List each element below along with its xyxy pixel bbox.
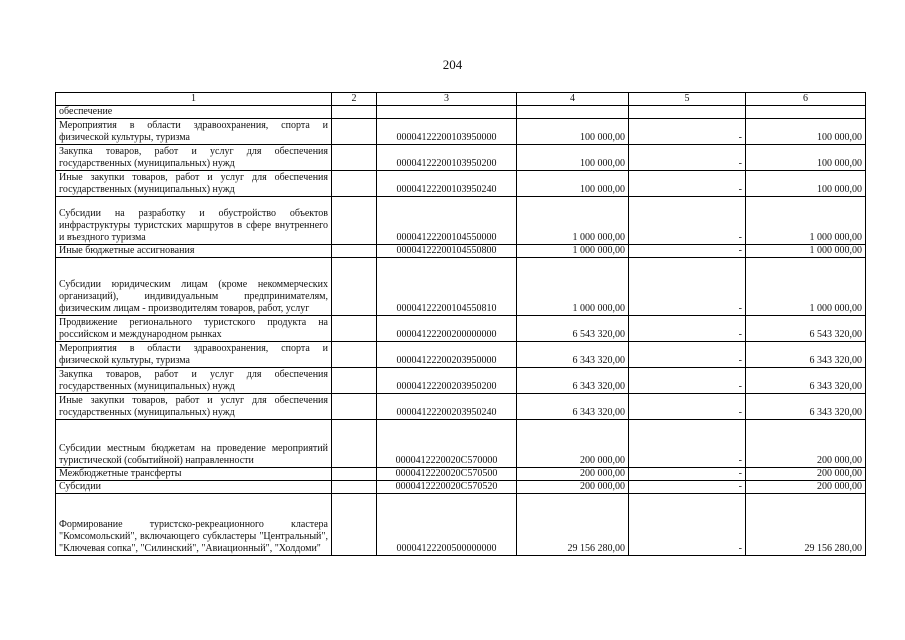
row-name-cell: Закупка товаров, работ и услуг для обеспечения государственных (муниципальных) нужд [56,368,332,394]
row-code-cell: 00004122200104550000 [377,197,517,245]
row-code-cell: 00004122200104550800 [377,245,517,258]
row-total-cell: 200 000,00 [746,420,866,468]
row-col5-cell: - [629,481,746,494]
table-row [56,119,866,145]
row-amount-cell: 6 343 320,00 [517,368,629,394]
row-name-cell: Закупка товаров, работ и услуг для обеспечения государственных (муниципальных) нужд [56,145,332,171]
row-col2-cell [332,481,377,494]
row-amount-cell: 6 543 320,00 [517,316,629,342]
row-total-cell: 1 000 000,00 [746,197,866,245]
row-name-cell: Субсидии на разработку и обустройство объектов инфраструктуры туристских маршрутов в сфере внутреннего и въездного туризма [56,197,332,245]
row-col2-cell [332,258,377,316]
row-col2-cell [332,197,377,245]
row-total-cell: 6 343 320,00 [746,342,866,368]
row-total-cell: 1 000 000,00 [746,258,866,316]
row-name-cell: Формирование туристско-рекреационного кластера "Комсомольский", включающего субкластеры "Центральный", "Ключевая сопка", "Силинский", "Авиационный", "Холдоми" [56,494,332,556]
row-col5-cell: - [629,316,746,342]
column-header: 6 [746,93,866,106]
row-code-cell: 00004122200200000000 [377,316,517,342]
row-name-cell: Мероприятия в области здравоохранения, спорта и физической культуры, туризма [56,342,332,368]
row-amount-cell: 200 000,00 [517,420,629,468]
row-amount-cell: 100 000,00 [517,119,629,145]
row-code-cell: 00004122200103950240 [377,171,517,197]
row-col2-cell [332,145,377,171]
row-col5-cell: - [629,197,746,245]
budget-table [55,92,866,556]
column-header: 5 [629,93,746,106]
column-header: 2 [332,93,377,106]
row-col5-cell [629,106,746,119]
row-name-cell: Мероприятия в области здравоохранения, спорта и физической культуры, туризма [56,119,332,145]
row-col2-cell [332,106,377,119]
row-col2-cell [332,171,377,197]
table-row [56,481,866,494]
row-col2-cell [332,468,377,481]
row-code-cell: 00004122200203950240 [377,394,517,420]
table-row [56,316,866,342]
row-total-cell: 200 000,00 [746,468,866,481]
row-col5-cell: - [629,171,746,197]
column-header: 1 [56,93,332,106]
row-col5-cell: - [629,394,746,420]
row-name-cell: обеспечение [56,106,332,119]
table-row [56,245,866,258]
row-total-cell: 29 156 280,00 [746,494,866,556]
row-amount-cell: 200 000,00 [517,468,629,481]
row-col2-cell [332,342,377,368]
table-row [56,145,866,171]
row-amount-cell: 100 000,00 [517,145,629,171]
row-total-cell: 6 343 320,00 [746,394,866,420]
table-header-row [56,93,866,106]
row-col2-cell [332,316,377,342]
row-amount-cell [517,106,629,119]
row-col5-cell: - [629,245,746,258]
row-total-cell: 100 000,00 [746,171,866,197]
table-row [56,342,866,368]
row-name-cell: Субсидии юридическим лицам (кроме некоммерческих организаций), индивидуальным предпринимателям, физическим лицам - производителям товаров, работ, услуг [56,258,332,316]
row-col5-cell: - [629,258,746,316]
row-col2-cell [332,119,377,145]
row-col2-cell [332,394,377,420]
row-name-cell: Иные бюджетные ассигнования [56,245,332,258]
page-number: 204 [442,57,463,72]
row-total-cell: 100 000,00 [746,119,866,145]
table-row [56,494,866,556]
row-amount-cell: 6 343 320,00 [517,394,629,420]
table-row [56,197,866,245]
row-col5-cell: - [629,420,746,468]
row-name-cell: Межбюджетные трансферты [56,468,332,481]
row-name-cell: Иные закупки товаров, работ и услуг для обеспечения государственных (муниципальных) нужд [56,394,332,420]
row-name-cell: Иные закупки товаров, работ и услуг для обеспечения государственных (муниципальных) нужд [56,171,332,197]
row-total-cell: 200 000,00 [746,481,866,494]
row-code-cell: 00004122200500000000 [377,494,517,556]
row-amount-cell: 6 343 320,00 [517,342,629,368]
row-name-cell: Субсидии местным бюджетам на проведение мероприятий туристической (событийной) направленности [56,420,332,468]
row-col5-cell: - [629,342,746,368]
row-col5-cell: - [629,468,746,481]
row-code-cell: 00004122200103950000 [377,119,517,145]
table-row [56,258,866,316]
row-amount-cell: 200 000,00 [517,481,629,494]
row-amount-cell: 100 000,00 [517,171,629,197]
row-amount-cell: 1 000 000,00 [517,258,629,316]
row-total-cell: 6 543 320,00 [746,316,866,342]
row-col5-cell: - [629,145,746,171]
row-code-cell: 0000412220020С570520 [377,481,517,494]
row-code-cell: 00004122200104550810 [377,258,517,316]
row-amount-cell: 1 000 000,00 [517,245,629,258]
table-row [56,368,866,394]
row-amount-cell: 29 156 280,00 [517,494,629,556]
table-row [56,394,866,420]
table-row [56,468,866,481]
table-row [56,106,866,119]
column-header: 3 [377,93,517,106]
row-col5-cell: - [629,368,746,394]
row-code-cell: 0000412220020С570500 [377,468,517,481]
table-row [56,171,866,197]
row-code-cell: 0000412220020С570000 [377,420,517,468]
row-col2-cell [332,420,377,468]
row-col2-cell [332,494,377,556]
row-col5-cell: - [629,119,746,145]
row-amount-cell: 1 000 000,00 [517,197,629,245]
row-total-cell: 1 000 000,00 [746,245,866,258]
row-col2-cell [332,368,377,394]
row-total-cell [746,106,866,119]
row-code-cell: 00004122200103950200 [377,145,517,171]
row-code-cell [377,106,517,119]
row-code-cell: 00004122200203950200 [377,368,517,394]
row-col2-cell [332,245,377,258]
row-code-cell: 00004122200203950000 [377,342,517,368]
table-row [56,420,866,468]
row-total-cell: 100 000,00 [746,145,866,171]
row-name-cell: Продвижение регионального туристского продукта на российском и международном рынках [56,316,332,342]
column-header: 4 [517,93,629,106]
row-total-cell: 6 343 320,00 [746,368,866,394]
row-name-cell: Субсидии [56,481,332,494]
row-col5-cell: - [629,494,746,556]
